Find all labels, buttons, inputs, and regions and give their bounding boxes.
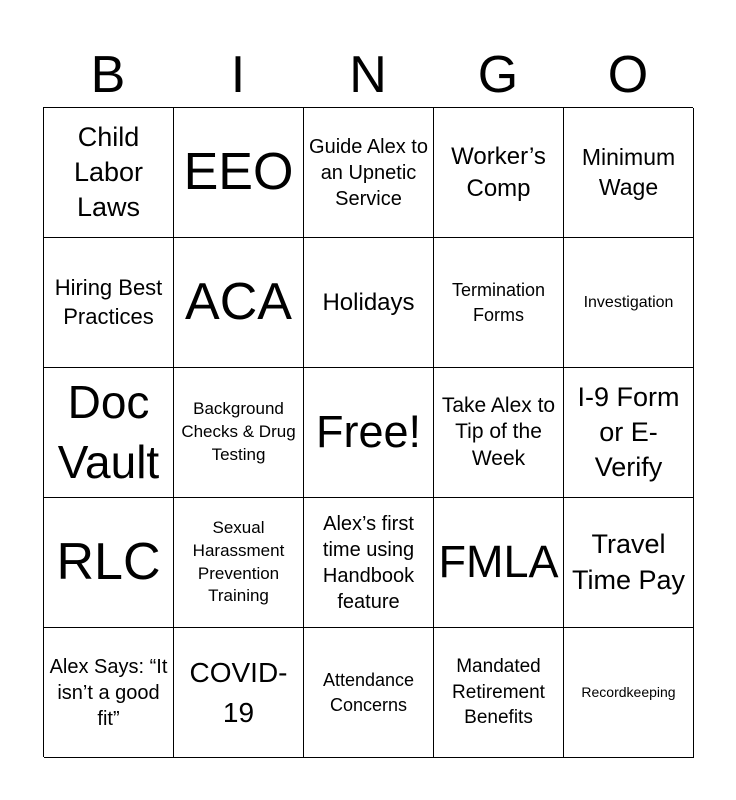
bingo-cell[interactable] bbox=[174, 368, 304, 498]
bingo-cell[interactable] bbox=[564, 238, 694, 368]
bingo-cell[interactable] bbox=[44, 238, 174, 368]
bingo-cell[interactable] bbox=[434, 628, 564, 758]
bingo-cell[interactable] bbox=[564, 628, 694, 758]
bingo-cell[interactable] bbox=[44, 108, 174, 238]
cell-label: Mandated Retirement Benefits bbox=[452, 656, 545, 729]
cell-label: Alex Says: “It isn’t a good fit” bbox=[49, 655, 168, 730]
cell-label: Sexual Harassment Prevention Training bbox=[192, 517, 285, 606]
cell-label: Doc Vault bbox=[57, 375, 160, 488]
bingo-cell[interactable] bbox=[304, 108, 434, 238]
cell-label: Alex’s first time using Handbook feature bbox=[322, 512, 415, 613]
cell-label: RLC bbox=[56, 532, 161, 591]
cell-label: Hiring Best Practices bbox=[54, 274, 163, 329]
bingo-cell[interactable] bbox=[564, 108, 694, 238]
cell-label: FMLA bbox=[438, 536, 559, 588]
bingo-cell[interactable] bbox=[174, 628, 304, 758]
cell-label: Child Labor Laws bbox=[73, 121, 144, 223]
bingo-cell[interactable] bbox=[434, 498, 564, 628]
cell-label: Guide Alex to an Upnetic Service bbox=[309, 135, 428, 210]
bingo-card-grid bbox=[43, 107, 693, 757]
cell-label: EEO bbox=[183, 142, 294, 201]
free-space-cell[interactable] bbox=[304, 368, 434, 498]
bingo-header bbox=[43, 44, 693, 106]
header-letter-g: G bbox=[477, 46, 519, 104]
bingo-cell[interactable] bbox=[434, 108, 564, 238]
bingo-cell[interactable] bbox=[304, 498, 434, 628]
free-space-label: Free! bbox=[315, 406, 422, 458]
bingo-cell[interactable] bbox=[434, 238, 564, 368]
bingo-cell[interactable] bbox=[44, 498, 174, 628]
bingo-cell[interactable] bbox=[434, 368, 564, 498]
bingo-cell[interactable] bbox=[44, 628, 174, 758]
cell-label: Attendance Concerns bbox=[322, 670, 415, 715]
header-letter-o: O bbox=[607, 46, 649, 104]
cell-label: Holidays bbox=[322, 288, 415, 316]
cell-label: Background Checks & Drug Testing bbox=[181, 399, 296, 464]
bingo-cell[interactable] bbox=[564, 498, 694, 628]
bingo-cell[interactable] bbox=[174, 238, 304, 368]
bingo-cell[interactable] bbox=[564, 368, 694, 498]
cell-label: Travel Time Pay bbox=[571, 529, 686, 595]
cell-label: ACA bbox=[185, 272, 292, 331]
cell-label: Worker’s Comp bbox=[451, 143, 546, 202]
cell-label: Take Alex to Tip of the Week bbox=[441, 394, 556, 470]
header-letter-i: I bbox=[230, 46, 246, 104]
bingo-cell[interactable] bbox=[44, 368, 174, 498]
cell-label: Termination Forms bbox=[451, 280, 546, 325]
bingo-cell[interactable] bbox=[304, 628, 434, 758]
bingo-cell[interactable] bbox=[174, 498, 304, 628]
header-letter-n: N bbox=[349, 46, 387, 104]
cell-label: Recordkeeping bbox=[581, 684, 676, 701]
cell-label: Minimum Wage bbox=[581, 143, 676, 200]
header-letter-b: B bbox=[90, 46, 126, 104]
bingo-cell[interactable] bbox=[304, 238, 434, 368]
cell-label: COVID-19 bbox=[189, 657, 288, 728]
bingo-cell[interactable] bbox=[174, 108, 304, 238]
cell-label: I-9 Form or E-Verify bbox=[577, 381, 680, 483]
cell-label: Investigation bbox=[583, 293, 674, 311]
